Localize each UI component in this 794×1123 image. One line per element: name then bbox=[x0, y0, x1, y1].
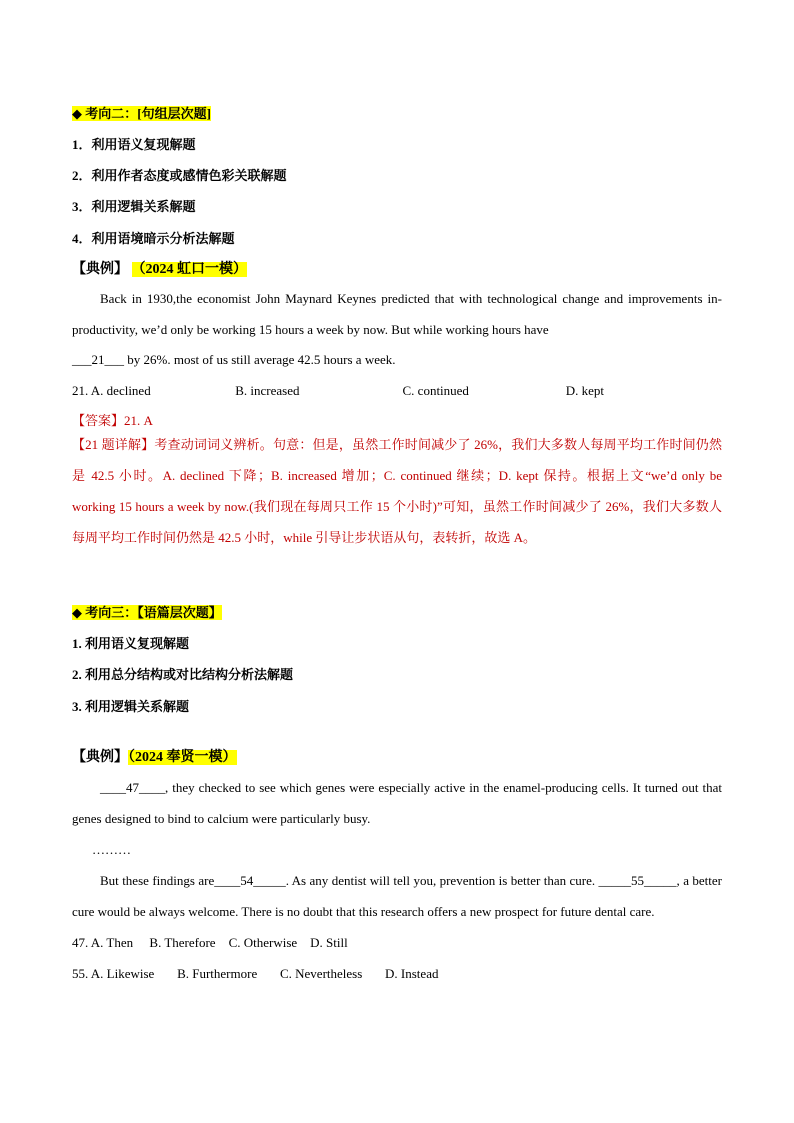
example1-answer: 【答案】21. A bbox=[72, 413, 153, 428]
example2-question-47: 47. A. Then B. Therefore C. Otherwise D. Still bbox=[72, 935, 348, 950]
section2-item-2: 2．利用作者态度或感情色彩关联解题 bbox=[72, 168, 287, 183]
example2-paragraph-2-a: But these findings are bbox=[100, 873, 215, 888]
section2-item-3: 3．利用逻辑关系解题 bbox=[72, 199, 196, 214]
example1-passage-cont bbox=[72, 352, 396, 368]
section2-title-text: ◆ 考向二：[句组层次题] bbox=[72, 106, 211, 121]
example1-explanation: 【21 题详解】考查动词词义辨析。句意：但是，虽然工作时间减少了 26%，我们大多数人每周平均工作时间仍然是 42.5 小时。A. declined 下降；B. increased 增加；C. continued 继续；D. kept 保持。根据上文“we’d only be working 15 hours a week by now.(我们现在每周只工作 15 个小时)”可知，虽然工作时间减少了 26%，我们大多数人每周平均工作时间仍然是 42.5 小时，while 引导让步状语从句，表转折，故选 A。 bbox=[72, 437, 722, 545]
example2-paragraph-2-b: . As any dentist will tell you, prevention is better than cure. bbox=[285, 873, 599, 888]
section3-title-text: ◆ 考向三：【语篇层次题】 bbox=[72, 605, 222, 620]
example1-option-c: C. continued bbox=[402, 383, 469, 398]
section3-item-1: 1. 利用语义复现解题 bbox=[72, 636, 190, 651]
example1-passage bbox=[72, 283, 722, 345]
example1-option-a: 21. A. declined bbox=[72, 383, 151, 398]
example1-source: （2024 虹口一模） bbox=[131, 262, 247, 277]
example2-label: 【典例】 bbox=[72, 750, 128, 765]
section2-item-4: 4．利用语境暗示分析法解题 bbox=[72, 231, 235, 246]
example2-paragraph-1 bbox=[72, 772, 722, 834]
example2-ellipsis: ……… bbox=[92, 842, 131, 857]
example1-blank: ___21___ bbox=[72, 352, 124, 367]
example2-question-55: 55. A. Likewise B. Furthermore C. Nevertheless D. Instead bbox=[72, 966, 439, 981]
example1-option-b: B. increased bbox=[235, 383, 300, 398]
example2-blank-47: ____47____ bbox=[100, 780, 165, 795]
section2-item-1: 1．利用语义复现解题 bbox=[72, 137, 196, 152]
example2-heading bbox=[72, 746, 237, 766]
example2-blank-55: _____55_____ bbox=[598, 873, 677, 888]
example1-option-d: D. kept bbox=[565, 383, 605, 398]
example2-paragraph-2-c: , a better cure would be always welcome. There is no doubt that this research offers a new prospect for future dental care. bbox=[72, 873, 722, 919]
section3-item-2: 2. 利用总分结构或对比结构分析法解题 bbox=[72, 667, 294, 682]
example2-paragraph-1-text: , they checked to see which genes were especially active in the enamel-producing cells. It turned out that genes designed to bind to calcium were particularly busy. bbox=[72, 780, 722, 826]
section3-item-3: 3. 利用逻辑关系解题 bbox=[72, 699, 190, 714]
example1-heading bbox=[72, 258, 247, 278]
example2-paragraph-2 bbox=[72, 865, 722, 927]
example1-passage-a: Back in 1930,the economist John Maynard Keynes predicted that with technological change and improvements in-productivity, we’d only be working 15 hours a week by now. But while working hours have bbox=[72, 291, 722, 337]
section3-title bbox=[72, 602, 222, 621]
example2-source: （2024 奉贤一模） bbox=[128, 750, 237, 765]
example1-passage-b: by 26%. most of us still average 42.5 hours a week. bbox=[124, 352, 396, 367]
section2-title bbox=[72, 103, 211, 122]
example1-label: 【典例】 bbox=[72, 262, 128, 277]
example2-blank-54: ____54_____ bbox=[214, 873, 286, 888]
example1-options bbox=[72, 383, 722, 399]
